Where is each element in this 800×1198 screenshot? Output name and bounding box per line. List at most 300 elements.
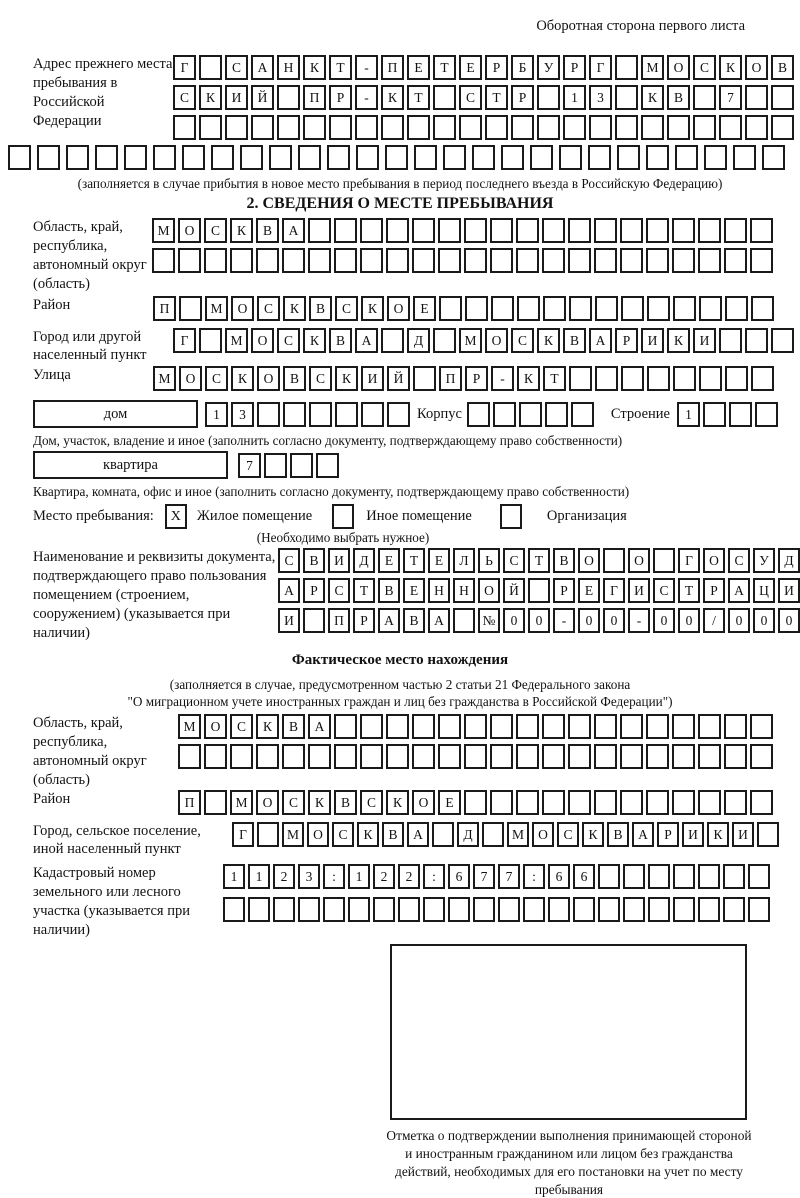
- char-cell[interactable]: [646, 145, 669, 170]
- char-cell[interactable]: [153, 145, 176, 170]
- char-cell[interactable]: [211, 145, 234, 170]
- char-cell[interactable]: Г: [678, 548, 700, 573]
- char-cell[interactable]: [569, 366, 592, 391]
- char-cell[interactable]: П: [328, 608, 350, 633]
- char-cell[interactable]: Г: [232, 822, 254, 847]
- char-cell[interactable]: [464, 248, 487, 273]
- char-cell[interactable]: [646, 218, 669, 243]
- char-cell[interactable]: О: [256, 790, 279, 815]
- char-cell[interactable]: [699, 296, 722, 321]
- char-cell[interactable]: Р: [485, 55, 508, 80]
- char-cell[interactable]: Т: [528, 548, 550, 573]
- char-cell[interactable]: [615, 55, 638, 80]
- char-cell[interactable]: В: [563, 328, 586, 353]
- char-cell[interactable]: В: [771, 55, 794, 80]
- char-cell[interactable]: [516, 790, 539, 815]
- char-cell[interactable]: [464, 744, 487, 769]
- char-cell[interactable]: М: [205, 296, 228, 321]
- char-cell[interactable]: [178, 744, 201, 769]
- char-cell[interactable]: [647, 296, 670, 321]
- char-cell[interactable]: О: [179, 366, 202, 391]
- char-cell[interactable]: [385, 145, 408, 170]
- char-cell[interactable]: [648, 897, 670, 922]
- char-cell[interactable]: Д: [407, 328, 430, 353]
- char-cell[interactable]: Р: [563, 55, 586, 80]
- char-cell[interactable]: [571, 402, 594, 427]
- char-cell[interactable]: [459, 115, 482, 140]
- char-cell[interactable]: К: [357, 822, 379, 847]
- char-cell[interactable]: [95, 145, 118, 170]
- char-cell[interactable]: [323, 897, 345, 922]
- char-cell[interactable]: 3: [589, 85, 612, 110]
- char-cell[interactable]: Г: [173, 55, 196, 80]
- char-cell[interactable]: [542, 714, 565, 739]
- char-cell[interactable]: А: [589, 328, 612, 353]
- char-cell[interactable]: Е: [378, 548, 400, 573]
- char-cell[interactable]: [387, 402, 410, 427]
- char-cell[interactable]: С: [511, 328, 534, 353]
- char-cell[interactable]: 7: [498, 864, 520, 889]
- char-cell[interactable]: [308, 218, 331, 243]
- char-cell[interactable]: Е: [413, 296, 436, 321]
- char-cell[interactable]: С: [503, 548, 525, 573]
- char-cell[interactable]: П: [439, 366, 462, 391]
- char-cell[interactable]: С: [332, 822, 354, 847]
- char-cell[interactable]: [594, 744, 617, 769]
- char-cell[interactable]: Д: [778, 548, 800, 573]
- char-cell[interactable]: [748, 864, 770, 889]
- char-cell[interactable]: [672, 714, 695, 739]
- char-cell[interactable]: [230, 744, 253, 769]
- char-cell[interactable]: [472, 145, 495, 170]
- char-cell[interactable]: [453, 608, 475, 633]
- char-cell[interactable]: [595, 366, 618, 391]
- char-cell[interactable]: [724, 744, 747, 769]
- char-cell[interactable]: [589, 115, 612, 140]
- char-cell[interactable]: О: [412, 790, 435, 815]
- char-cell[interactable]: [269, 145, 292, 170]
- char-cell[interactable]: Е: [459, 55, 482, 80]
- char-cell[interactable]: И: [628, 578, 650, 603]
- char-cell[interactable]: 0: [653, 608, 675, 633]
- char-cell[interactable]: [719, 328, 742, 353]
- char-cell[interactable]: [598, 864, 620, 889]
- char-cell[interactable]: [465, 296, 488, 321]
- char-cell[interactable]: [646, 714, 669, 739]
- char-cell[interactable]: К: [283, 296, 306, 321]
- char-cell[interactable]: [703, 402, 726, 427]
- char-cell[interactable]: [672, 790, 695, 815]
- char-cell[interactable]: [542, 744, 565, 769]
- char-cell[interactable]: С: [328, 578, 350, 603]
- char-cell[interactable]: [698, 790, 721, 815]
- char-cell[interactable]: С: [282, 790, 305, 815]
- char-cell[interactable]: С: [459, 85, 482, 110]
- char-cell[interactable]: С: [257, 296, 280, 321]
- char-cell[interactable]: Т: [407, 85, 430, 110]
- char-cell[interactable]: [750, 790, 773, 815]
- char-cell[interactable]: [309, 402, 332, 427]
- char-cell[interactable]: [698, 744, 721, 769]
- kvartira-box[interactable]: квартира: [33, 451, 228, 479]
- char-cell[interactable]: [412, 714, 435, 739]
- char-cell[interactable]: [473, 897, 495, 922]
- char-cell[interactable]: 7: [473, 864, 495, 889]
- char-cell[interactable]: [724, 218, 747, 243]
- char-cell[interactable]: [673, 864, 695, 889]
- char-cell[interactable]: С: [360, 790, 383, 815]
- char-cell[interactable]: [750, 714, 773, 739]
- char-cell[interactable]: 3: [298, 864, 320, 889]
- char-cell[interactable]: [698, 897, 720, 922]
- char-cell[interactable]: К: [335, 366, 358, 391]
- char-cell[interactable]: М: [459, 328, 482, 353]
- char-cell[interactable]: С: [204, 218, 227, 243]
- char-cell[interactable]: [204, 248, 227, 273]
- char-cell[interactable]: [282, 248, 305, 273]
- char-cell[interactable]: [698, 714, 721, 739]
- char-cell[interactable]: [381, 115, 404, 140]
- char-cell[interactable]: И: [278, 608, 300, 633]
- char-cell[interactable]: -: [628, 608, 650, 633]
- char-cell[interactable]: [673, 366, 696, 391]
- char-cell[interactable]: [559, 145, 582, 170]
- char-cell[interactable]: [464, 714, 487, 739]
- char-cell[interactable]: [542, 248, 565, 273]
- char-cell[interactable]: О: [578, 548, 600, 573]
- char-cell[interactable]: [298, 897, 320, 922]
- char-cell[interactable]: 1: [563, 85, 586, 110]
- char-cell[interactable]: А: [632, 822, 654, 847]
- char-cell[interactable]: В: [309, 296, 332, 321]
- char-cell[interactable]: [733, 145, 756, 170]
- char-cell[interactable]: Т: [543, 366, 566, 391]
- char-cell[interactable]: М: [507, 822, 529, 847]
- char-cell[interactable]: Н: [453, 578, 475, 603]
- char-cell[interactable]: 1: [223, 864, 245, 889]
- char-cell[interactable]: [594, 218, 617, 243]
- char-cell[interactable]: С: [278, 548, 300, 573]
- char-cell[interactable]: К: [667, 328, 690, 353]
- char-cell[interactable]: О: [667, 55, 690, 80]
- char-cell[interactable]: [751, 366, 774, 391]
- char-cell[interactable]: [620, 714, 643, 739]
- char-cell[interactable]: [675, 145, 698, 170]
- char-cell[interactable]: Д: [457, 822, 479, 847]
- char-cell[interactable]: [617, 145, 640, 170]
- char-cell[interactable]: 0: [728, 608, 750, 633]
- char-cell[interactable]: 3: [231, 402, 254, 427]
- char-cell[interactable]: [316, 453, 339, 478]
- char-cell[interactable]: Ь: [478, 548, 500, 573]
- char-cell[interactable]: М: [282, 822, 304, 847]
- char-cell[interactable]: 2: [373, 864, 395, 889]
- char-cell[interactable]: [693, 115, 716, 140]
- char-cell[interactable]: [719, 115, 742, 140]
- char-cell[interactable]: У: [753, 548, 775, 573]
- char-cell[interactable]: [648, 864, 670, 889]
- char-cell[interactable]: [548, 897, 570, 922]
- char-cell[interactable]: [334, 248, 357, 273]
- char-cell[interactable]: [750, 248, 773, 273]
- char-cell[interactable]: Т: [353, 578, 375, 603]
- char-cell[interactable]: Т: [485, 85, 508, 110]
- char-cell[interactable]: [273, 897, 295, 922]
- char-cell[interactable]: [361, 402, 384, 427]
- char-cell[interactable]: [373, 897, 395, 922]
- char-cell[interactable]: [308, 744, 331, 769]
- char-cell[interactable]: М: [178, 714, 201, 739]
- char-cell[interactable]: О: [628, 548, 650, 573]
- char-cell[interactable]: Р: [329, 85, 352, 110]
- char-cell[interactable]: [412, 218, 435, 243]
- char-cell[interactable]: [568, 248, 591, 273]
- char-cell[interactable]: Г: [589, 55, 612, 80]
- char-cell[interactable]: [381, 328, 404, 353]
- char-cell[interactable]: [485, 115, 508, 140]
- char-cell[interactable]: В: [303, 548, 325, 573]
- char-cell[interactable]: [771, 85, 794, 110]
- char-cell[interactable]: [653, 548, 675, 573]
- char-cell[interactable]: [543, 296, 566, 321]
- char-cell[interactable]: [360, 714, 383, 739]
- char-cell[interactable]: Р: [353, 608, 375, 633]
- char-cell[interactable]: [704, 145, 727, 170]
- char-cell[interactable]: [698, 218, 721, 243]
- char-cell[interactable]: В: [378, 578, 400, 603]
- char-cell[interactable]: [516, 714, 539, 739]
- char-cell[interactable]: [327, 145, 350, 170]
- char-cell[interactable]: В: [382, 822, 404, 847]
- char-cell[interactable]: Р: [657, 822, 679, 847]
- char-cell[interactable]: [646, 790, 669, 815]
- char-cell[interactable]: №: [478, 608, 500, 633]
- char-cell[interactable]: С: [173, 85, 196, 110]
- char-cell[interactable]: [360, 218, 383, 243]
- char-cell[interactable]: [615, 85, 638, 110]
- char-cell[interactable]: [334, 714, 357, 739]
- char-cell[interactable]: [360, 744, 383, 769]
- char-cell[interactable]: 0: [778, 608, 800, 633]
- char-cell[interactable]: [748, 897, 770, 922]
- char-cell[interactable]: К: [517, 366, 540, 391]
- char-cell[interactable]: [398, 897, 420, 922]
- char-cell[interactable]: [537, 115, 560, 140]
- char-cell[interactable]: [334, 218, 357, 243]
- char-cell[interactable]: [623, 897, 645, 922]
- char-cell[interactable]: Е: [428, 548, 450, 573]
- char-cell[interactable]: [386, 744, 409, 769]
- char-cell[interactable]: [256, 744, 279, 769]
- char-cell[interactable]: [724, 714, 747, 739]
- char-cell[interactable]: [723, 897, 745, 922]
- char-cell[interactable]: У: [537, 55, 560, 80]
- char-cell[interactable]: [256, 248, 279, 273]
- char-cell[interactable]: Г: [173, 328, 196, 353]
- char-cell[interactable]: 0: [528, 608, 550, 633]
- char-cell[interactable]: В: [667, 85, 690, 110]
- char-cell[interactable]: О: [485, 328, 508, 353]
- char-cell[interactable]: [745, 115, 768, 140]
- char-cell[interactable]: [277, 115, 300, 140]
- char-cell[interactable]: [621, 296, 644, 321]
- char-cell[interactable]: [464, 218, 487, 243]
- char-cell[interactable]: 6: [573, 864, 595, 889]
- char-cell[interactable]: 0: [603, 608, 625, 633]
- char-cell[interactable]: [598, 897, 620, 922]
- char-cell[interactable]: [386, 218, 409, 243]
- char-cell[interactable]: [493, 402, 516, 427]
- char-cell[interactable]: С: [225, 55, 248, 80]
- char-cell[interactable]: [745, 328, 768, 353]
- char-cell[interactable]: Е: [407, 55, 430, 80]
- char-cell[interactable]: [537, 85, 560, 110]
- char-cell[interactable]: [223, 897, 245, 922]
- char-cell[interactable]: И: [693, 328, 716, 353]
- char-cell[interactable]: [517, 296, 540, 321]
- char-cell[interactable]: [448, 897, 470, 922]
- char-cell[interactable]: К: [256, 714, 279, 739]
- char-cell[interactable]: [334, 744, 357, 769]
- char-cell[interactable]: [673, 897, 695, 922]
- char-cell[interactable]: К: [303, 55, 326, 80]
- char-cell[interactable]: [356, 145, 379, 170]
- char-cell[interactable]: [490, 790, 513, 815]
- char-cell[interactable]: [757, 822, 779, 847]
- char-cell[interactable]: [588, 145, 611, 170]
- char-cell[interactable]: А: [428, 608, 450, 633]
- char-cell[interactable]: 1: [677, 402, 700, 427]
- char-cell[interactable]: М: [225, 328, 248, 353]
- char-cell[interactable]: [755, 402, 778, 427]
- char-cell[interactable]: [771, 115, 794, 140]
- char-cell[interactable]: [283, 402, 306, 427]
- char-cell[interactable]: [308, 248, 331, 273]
- char-cell[interactable]: [724, 790, 747, 815]
- char-cell[interactable]: [672, 218, 695, 243]
- char-cell[interactable]: О: [257, 366, 280, 391]
- char-cell[interactable]: 0: [678, 608, 700, 633]
- char-cell[interactable]: Р: [303, 578, 325, 603]
- char-cell[interactable]: [257, 402, 280, 427]
- char-cell[interactable]: Р: [465, 366, 488, 391]
- char-cell[interactable]: К: [303, 328, 326, 353]
- char-cell[interactable]: Е: [438, 790, 461, 815]
- char-cell[interactable]: К: [719, 55, 742, 80]
- char-cell[interactable]: [620, 218, 643, 243]
- char-cell[interactable]: Н: [277, 55, 300, 80]
- char-cell[interactable]: К: [537, 328, 560, 353]
- char-cell[interactable]: [199, 115, 222, 140]
- char-cell[interactable]: [569, 296, 592, 321]
- char-cell[interactable]: Е: [403, 578, 425, 603]
- char-cell[interactable]: [693, 85, 716, 110]
- char-cell[interactable]: [725, 296, 748, 321]
- char-cell[interactable]: [545, 402, 568, 427]
- char-cell[interactable]: О: [231, 296, 254, 321]
- char-cell[interactable]: С: [693, 55, 716, 80]
- char-cell[interactable]: [563, 115, 586, 140]
- char-cell[interactable]: [257, 822, 279, 847]
- char-cell[interactable]: Р: [511, 85, 534, 110]
- char-cell[interactable]: И: [328, 548, 350, 573]
- char-cell[interactable]: С: [335, 296, 358, 321]
- char-cell[interactable]: Г: [603, 578, 625, 603]
- char-cell[interactable]: -: [355, 85, 378, 110]
- char-cell[interactable]: [251, 115, 274, 140]
- char-cell[interactable]: [745, 85, 768, 110]
- char-cell[interactable]: М: [153, 366, 176, 391]
- char-cell[interactable]: [751, 296, 774, 321]
- char-cell[interactable]: [762, 145, 785, 170]
- char-cell[interactable]: [348, 897, 370, 922]
- char-cell[interactable]: [248, 897, 270, 922]
- char-cell[interactable]: [490, 248, 513, 273]
- char-cell[interactable]: Й: [387, 366, 410, 391]
- char-cell[interactable]: С: [230, 714, 253, 739]
- char-cell[interactable]: [516, 218, 539, 243]
- char-cell[interactable]: Р: [553, 578, 575, 603]
- char-cell[interactable]: [225, 115, 248, 140]
- char-cell[interactable]: [568, 218, 591, 243]
- char-cell[interactable]: [438, 744, 461, 769]
- char-cell[interactable]: [568, 744, 591, 769]
- char-cell[interactable]: К: [641, 85, 664, 110]
- char-cell[interactable]: [516, 248, 539, 273]
- char-cell[interactable]: [490, 744, 513, 769]
- char-cell[interactable]: [464, 790, 487, 815]
- char-cell[interactable]: К: [199, 85, 222, 110]
- char-cell[interactable]: [438, 218, 461, 243]
- char-cell[interactable]: [750, 218, 773, 243]
- char-cell[interactable]: О: [532, 822, 554, 847]
- char-cell[interactable]: [641, 115, 664, 140]
- char-cell[interactable]: [620, 248, 643, 273]
- char-cell[interactable]: С: [205, 366, 228, 391]
- char-cell[interactable]: -: [491, 366, 514, 391]
- char-cell[interactable]: 7: [238, 453, 261, 478]
- char-cell[interactable]: [173, 115, 196, 140]
- char-cell[interactable]: А: [282, 218, 305, 243]
- char-cell[interactable]: [623, 864, 645, 889]
- char-cell[interactable]: Т: [678, 578, 700, 603]
- char-cell[interactable]: 6: [548, 864, 570, 889]
- char-cell[interactable]: [673, 296, 696, 321]
- checkbox-zhiloe[interactable]: X: [165, 504, 187, 529]
- char-cell[interactable]: М: [230, 790, 253, 815]
- char-cell[interactable]: [282, 744, 305, 769]
- char-cell[interactable]: О: [251, 328, 274, 353]
- char-cell[interactable]: [698, 248, 721, 273]
- char-cell[interactable]: С: [277, 328, 300, 353]
- char-cell[interactable]: П: [153, 296, 176, 321]
- char-cell[interactable]: -: [553, 608, 575, 633]
- char-cell[interactable]: [501, 145, 524, 170]
- char-cell[interactable]: О: [204, 714, 227, 739]
- char-cell[interactable]: [37, 145, 60, 170]
- char-cell[interactable]: М: [641, 55, 664, 80]
- char-cell[interactable]: [290, 453, 313, 478]
- char-cell[interactable]: Р: [615, 328, 638, 353]
- char-cell[interactable]: [439, 296, 462, 321]
- char-cell[interactable]: А: [355, 328, 378, 353]
- char-cell[interactable]: И: [682, 822, 704, 847]
- char-cell[interactable]: [672, 744, 695, 769]
- char-cell[interactable]: /: [703, 608, 725, 633]
- char-cell[interactable]: О: [703, 548, 725, 573]
- char-cell[interactable]: Й: [503, 578, 525, 603]
- char-cell[interactable]: 7: [719, 85, 742, 110]
